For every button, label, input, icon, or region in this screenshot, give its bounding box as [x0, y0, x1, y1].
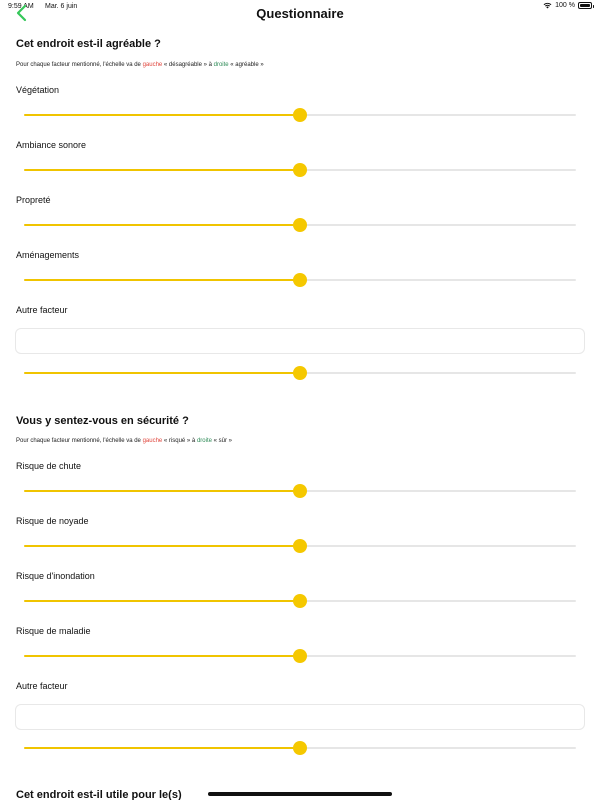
slider-thumb[interactable] [293, 108, 307, 122]
factor-label-chute: Risque de chute [16, 461, 82, 471]
nav-bar [0, 0, 600, 28]
slider-fill [24, 169, 300, 171]
slider-fill [24, 114, 300, 116]
slider-thumb[interactable] [293, 539, 307, 553]
slider-ambiance-sonore[interactable] [24, 163, 576, 177]
factor-label-autre: Autre facteur [16, 305, 68, 315]
factor-label-proprete: Propreté [16, 195, 51, 205]
slider-thumb[interactable] [293, 484, 307, 498]
sub-left-word: gauche [142, 438, 163, 444]
factor-label-inondation: Risque d'inondation [16, 571, 95, 581]
sub-text: « sûr » [211, 438, 232, 444]
sub-text: Pour chaque facteur mentionné, l'échelle va de [16, 62, 143, 68]
slider-fill [24, 747, 300, 749]
slider-autre-facteur[interactable] [24, 741, 576, 755]
slider-thumb[interactable] [293, 163, 307, 177]
section-title-agreable: Cet endroit est-il agréable ? [16, 38, 161, 50]
slider-fill [24, 372, 300, 374]
factor-label-autre: Autre facteur [16, 681, 68, 691]
slider-fill [24, 655, 300, 657]
slider-thumb[interactable] [293, 366, 307, 380]
section-subtitle-securite [16, 438, 232, 444]
slider-fill [24, 224, 300, 226]
factor-label-noyade: Risque de noyade [16, 516, 89, 526]
slider-autre-facteur[interactable] [24, 366, 576, 380]
slider-thumb[interactable] [293, 649, 307, 663]
slider-thumb[interactable] [293, 273, 307, 287]
other-factor-input[interactable] [15, 704, 585, 730]
section-title-utile: Cet endroit est-il utile pour le(s) [16, 789, 182, 800]
sub-right-word: droite [213, 62, 229, 68]
slider-inondation[interactable] [24, 594, 576, 608]
status-time: 9:59 AM [8, 3, 34, 10]
factor-label-ambiance-sonore: Ambiance sonore [16, 140, 87, 150]
status-date: Mar. 6 juin [45, 3, 78, 10]
factor-label-maladie: Risque de maladie [16, 626, 91, 636]
sub-text: « désagréable » à [162, 62, 214, 68]
slider-fill [24, 279, 300, 281]
sub-text: Pour chaque facteur mentionné, l'échelle va de [16, 438, 143, 444]
sub-right-word: droite [196, 438, 212, 444]
sub-text: « risqué » à [162, 438, 197, 444]
factor-label-vegetation: Végétation [16, 85, 60, 95]
other-factor-input[interactable] [15, 328, 585, 354]
slider-fill [24, 545, 300, 547]
page-title: Questionnaire [256, 6, 344, 21]
slider-maladie[interactable] [24, 649, 576, 663]
section-subtitle-agreable [16, 62, 264, 68]
section-title-securite: Vous y sentez-vous en sécurité ? [16, 415, 189, 427]
home-indicator [208, 792, 392, 796]
sub-text: « agréable » [228, 62, 264, 68]
factor-label-amenagements: Aménagements [16, 250, 80, 260]
slider-thumb[interactable] [293, 594, 307, 608]
slider-fill [24, 490, 300, 492]
slider-noyade[interactable] [24, 539, 576, 553]
slider-chute[interactable] [24, 484, 576, 498]
slider-vegetation[interactable] [24, 108, 576, 122]
slider-proprete[interactable] [24, 218, 576, 232]
slider-amenagements[interactable] [24, 273, 576, 287]
slider-fill [24, 600, 300, 602]
slider-thumb[interactable] [293, 741, 307, 755]
sub-left-word: gauche [142, 62, 163, 68]
battery-percent: 100 % [555, 2, 575, 9]
slider-thumb[interactable] [293, 218, 307, 232]
